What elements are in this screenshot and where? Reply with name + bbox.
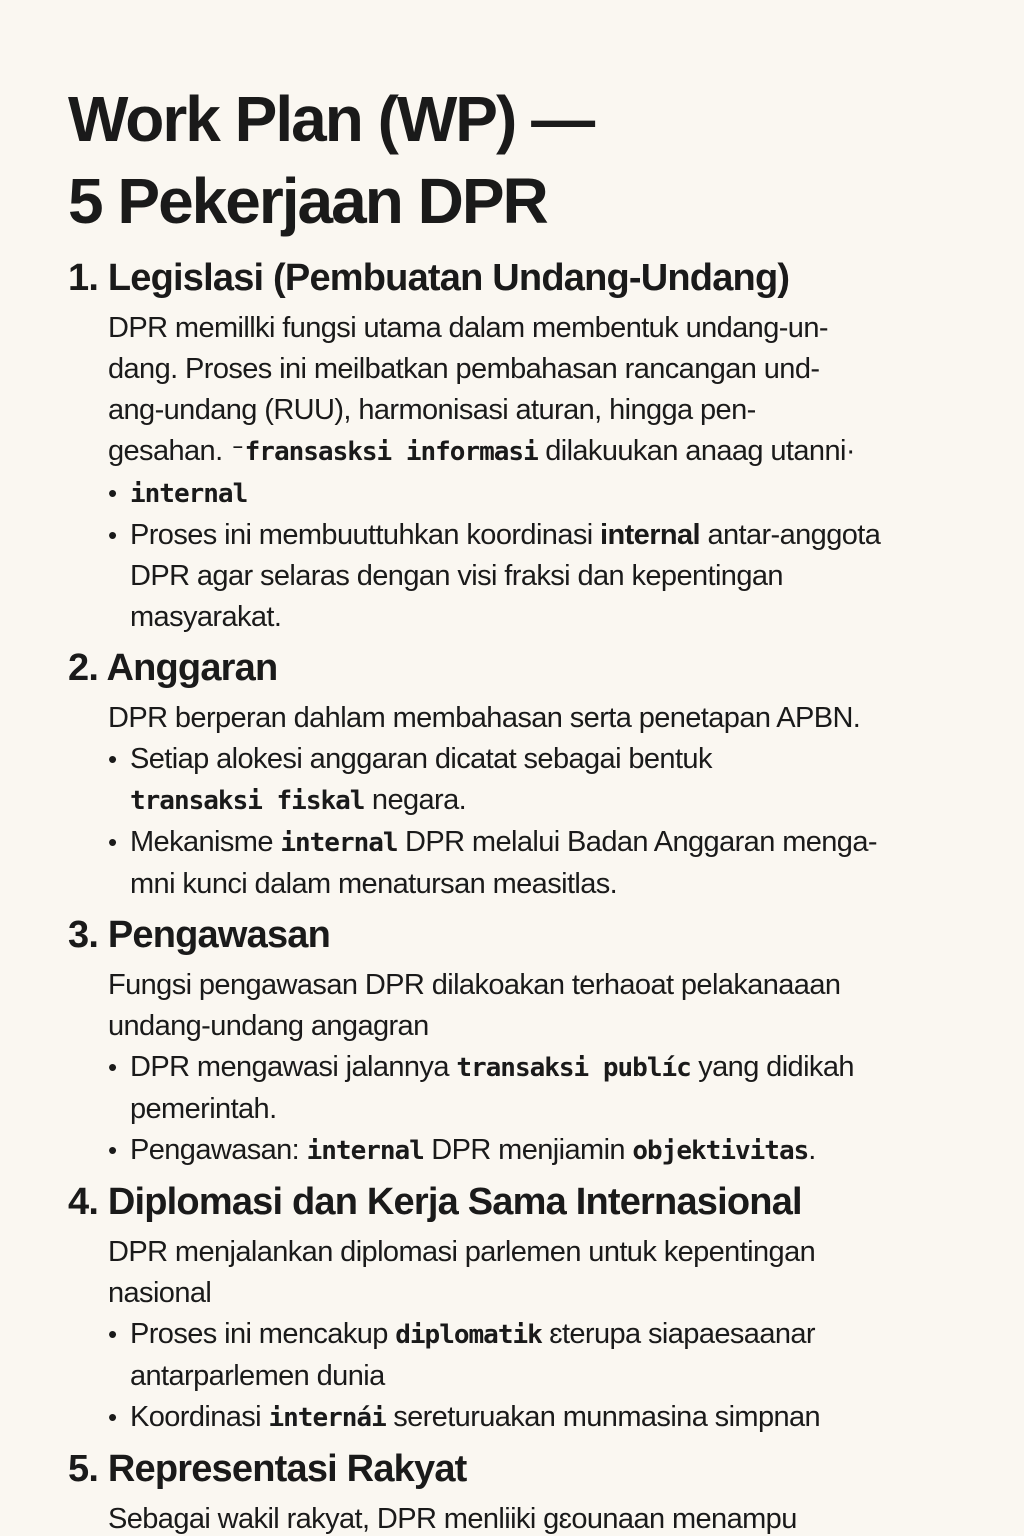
bullet-text [130,1397,968,1439]
text-segment: masyarakat. [130,601,282,633]
bullet-icon: • [108,1052,118,1082]
text-line [130,556,968,597]
text-segment: Mekanisme [130,826,281,858]
text-segment: yang didikah [690,1051,854,1083]
text-line [108,431,968,473]
text-segment: DPR mengawasi jalannya [130,1051,457,1083]
bullet-list [108,1314,968,1439]
text-segment: DPR melalui Badan Anggaran menga- [397,826,877,858]
section-heading: 1. Legislasi (Pembuatan Undang-Undang) [68,257,790,299]
text-segment: DPR menjalankan diplomasi parlemen untuk kepentingan [108,1236,816,1268]
text-line [108,349,968,390]
text-segment: Fungsi pengawasan DPR dilakoakan terhaoat pelakanaaan [108,969,841,1001]
text-segment: DPR memillki fungsi utama dalam membentuk undang-un- [108,312,828,344]
bullet-icon: • [108,1319,118,1349]
bullet-item [108,822,968,905]
bullet-icon: • [108,478,118,508]
bullet-list [108,739,968,905]
text-line [130,1130,968,1172]
section-paragraph [108,965,968,1047]
text-segment: objektivitas [632,1136,809,1166]
text-segment: internal [130,479,248,509]
text-segment: dilakuukan anaag utanni· [537,435,855,467]
text-segment: Sebagai wakil rakyat, DPR menliiki ɡɛounaan menampu [108,1503,797,1535]
text-line [108,1273,968,1314]
section-representasi [68,1447,968,1536]
text-line [130,1356,968,1397]
page-title-line-1: Work Plan (WP) — [68,83,594,155]
text-segment: . [808,1134,816,1166]
bullet-text [130,515,968,638]
section-paragraph [108,698,968,739]
text-line [130,822,968,864]
text-segment: Pengawasan: [130,1134,307,1166]
bullet-list [108,473,968,638]
text-segment: dang. Proses ini meilbatkan pembahasan rancangan und- [108,353,820,385]
text-segment: internal [306,1136,424,1166]
bullet-icon: • [108,520,118,550]
text-segment: ɛterupa siapaesaanar [541,1318,815,1350]
section-heading: 4. Diplomasi dan Kerja Sama Internasional [68,1181,802,1223]
text-segment: nasional [108,1277,212,1309]
text-segment: sereturuakan munmasina simpnan [385,1401,821,1433]
text-segment: internal [280,828,398,858]
text-line [108,1232,968,1273]
bullet-icon: • [108,744,118,774]
section-paragraph [108,1232,968,1314]
text-line [130,473,968,515]
section-legislasi [68,256,968,638]
bullet-icon: • [108,1135,118,1165]
text-line [130,1397,968,1439]
bullet-icon: • [108,827,118,857]
text-segment: gesahan. [108,435,230,467]
text-segment: Proses ini membuuttuhkan koordinasi [130,519,601,551]
text-segment: Proses ini mencakup [130,1318,396,1350]
text-line [130,780,968,822]
text-segment: DPR agar selaras dengan visi fraksi dan kepentingan [130,560,783,592]
bullet-text [130,473,968,515]
text-line [108,1006,968,1047]
text-segment: Setiap alokesi anggaran dicatat sebagai bentuk [130,743,712,775]
text-line [130,1089,968,1130]
section-diplomasi [68,1180,968,1439]
sections-container [68,256,968,1536]
section-paragraph [108,308,968,473]
bullet-item [108,473,968,515]
text-segment: mni kunci dalam menatursan measitlas. [130,868,618,900]
text-segment: negara. [364,784,467,816]
bullet-icon: • [108,1402,118,1432]
text-segment: antarparlemen dunia [130,1360,385,1392]
section-heading: 3. Pengawasan [68,914,331,956]
text-segment: DPR menjiamin [423,1134,633,1166]
text-segment: internal [600,519,700,551]
text-segment: transaksi publíc [456,1053,691,1083]
bullet-text [130,822,968,905]
section-paragraph [108,1499,968,1536]
text-segment: DPR berperan dahlam membahasan serta penetapan APBN. [108,702,861,734]
text-segment: internái [268,1403,386,1433]
bullet-item [108,739,968,822]
bullet-item [108,1397,968,1439]
text-line [108,965,968,1006]
text-segment: ⁻fransasksi informasi [230,437,538,467]
text-segment: pemerintah. [130,1093,277,1125]
section-heading: 5. Representasi Rakyat [68,1448,467,1490]
bullet-text [130,1314,968,1397]
text-line [130,1314,968,1356]
section-anggaran [68,646,968,905]
bullet-item [108,1314,968,1397]
text-line [130,864,968,905]
page-title [68,78,968,242]
bullet-item [108,515,968,638]
text-segment: undang-undang angagran [108,1010,429,1042]
bullet-list [108,1047,968,1172]
bullet-text [130,739,968,822]
text-line [108,1499,968,1536]
bullet-text [130,1130,968,1172]
bullet-item [108,1130,968,1172]
text-line [108,698,968,739]
section-heading: 2. Anggaran [68,647,278,689]
page-title-line-2: 5 Pekerjaan DPR [68,165,547,237]
text-line [130,597,968,638]
text-segment: ang-undang (RUU), harmonisasi aturan, hingga pen- [108,394,756,426]
text-segment: antar-anggota [700,519,881,551]
bullet-item [108,1047,968,1130]
text-segment: diplomatik [395,1320,542,1350]
text-line [130,515,968,556]
bullet-text [130,1047,968,1130]
text-line [130,739,968,780]
text-line [130,1047,968,1089]
section-pengawasan [68,913,968,1172]
text-line [108,308,968,349]
text-segment: transaksi fiskal [130,786,365,816]
text-segment: Koordinasi [130,1401,269,1433]
text-line [108,390,968,431]
